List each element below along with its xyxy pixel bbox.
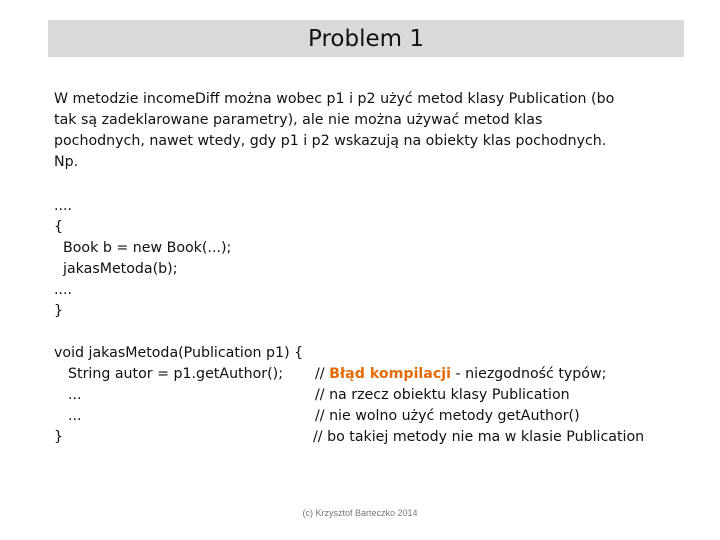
code1-line-5: .... [54,282,73,298]
code2-dots-2: ... [68,408,82,424]
compile-error-label: Błąd kompilacji [329,366,452,382]
intro-line-1: W metodzie incomeDiff można wobec p1 i p2 użyć metod klasy Publication (bo [54,91,615,107]
code2-dots-1: ... [68,387,82,403]
comment-slashes: // [315,366,325,382]
code1-line-6: } [54,303,64,319]
slide-title-bar [48,20,684,57]
intro-line-4: Np. [54,154,79,170]
footer-copyright: (c) Krzysztof Barteczko 2014 [302,508,418,518]
code2-comment-3: // nie wolno użyć metody getAuthor() [315,408,580,424]
code1-line-1: .... [54,198,73,214]
code1-line-3: Book b = new Book(...); [54,240,232,256]
code2-signature: void jakasMetoda(Publication p1) { [54,345,304,361]
intro-line-3: pochodnych, nawet wtedy, gdy p1 i p2 wskazują na obiekty klas pochodnych. [54,133,607,149]
code2-statement: String autor = p1.getAuthor(); [68,366,283,382]
code1-line-4: jakasMetoda(b); [54,261,178,277]
intro-line-2: tak są zadeklarowane parametry), ale nie można używać metod klas [54,112,543,128]
code2-comment-4: // bo takiej metody nie ma w klasie Publication [313,429,645,445]
error-detail: - niezgodność typów; [451,366,607,382]
code2-comment-2: // na rzecz obiektu klasy Publication [315,387,570,403]
code1-line-2: { [54,219,64,235]
slide-title: Problem 1 [308,26,424,52]
code2-close-brace: } [54,429,64,445]
code2-error-comment [315,364,606,384]
